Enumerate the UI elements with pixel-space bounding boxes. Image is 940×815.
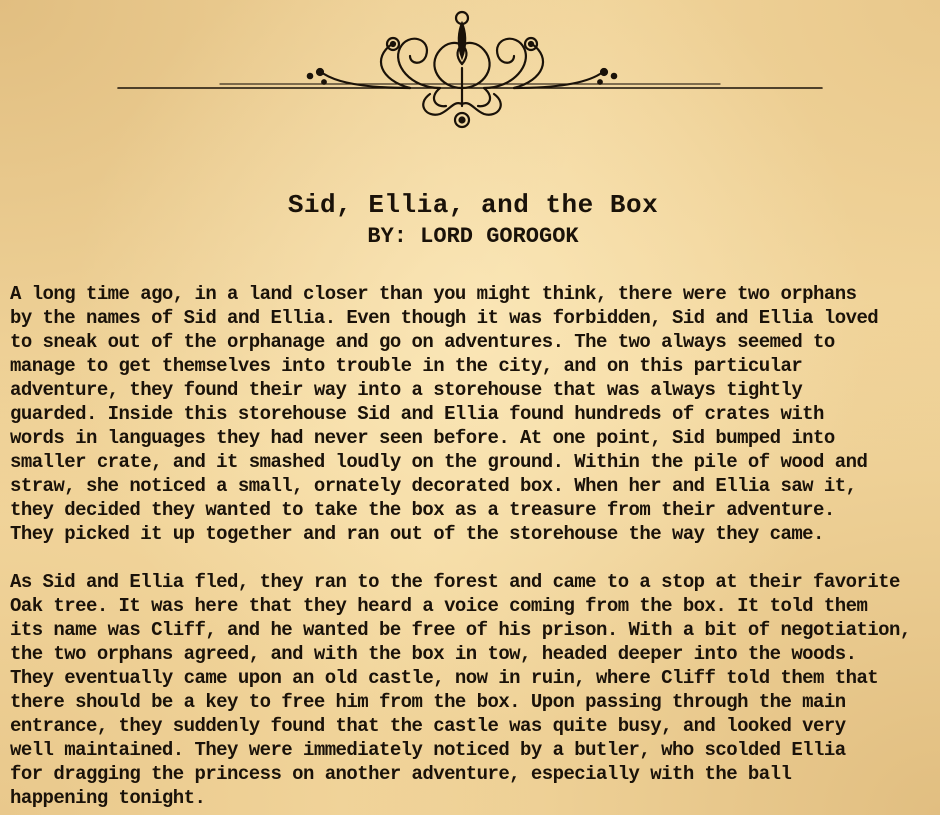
story-paragraph-1: A long time ago, in a land closer than you might think, there were two orphans by the names of Sid and Ellia. Even though it was forbidden, Sid and Ellia loved to sneak out of the orphanage and go on adventures. The two always seemed to manage to get themselves into trouble in the city, and on this particular adventure, they found their way into a storehouse that was always tightly guarded. Inside this storehouse Sid and Ellia found hundreds of crates with words in languages they had never seen before. At one point, Sid bumped into smaller crate, and it smashed loudly on the ground. Within the pile of wood and straw, she noticed a small, ornately decorated box. When her and Ellia saw it, they decided they wanted to take the box as a treasure from their adventure. They picked it up together and ran out of the storehouse the way they came. — [10, 283, 879, 545]
story-paragraph-2: As Sid and Ellia fled, they ran to the forest and came to a stop at their favorite Oak tree. It was here that they heard a voice coming from the box. It told them its name was Cliff, and he wanted be free of his prison. With a bit of negotiation, the two orphans agreed, and with the box in tow, headed deeper into the woods. They eventually came upon an old castle, now in ruin, where Cliff told them that there should be a key to free him from the box. Upon passing through the main entrance, they suddenly found that the castle was quite busy, and looked very well maintained. They were immediately noticed by a butler, who scolded Ellia for dragging the princess on another adventure, especially with the ball happening tonight. — [10, 571, 911, 809]
title-block — [0, 188, 940, 252]
scroll-flourish-divider-icon — [110, 4, 830, 134]
story-body — [10, 282, 938, 810]
story-author: BY: LORD GOROGOK — [367, 224, 579, 249]
story-title: Sid, Ellia, and the Box — [287, 190, 659, 220]
